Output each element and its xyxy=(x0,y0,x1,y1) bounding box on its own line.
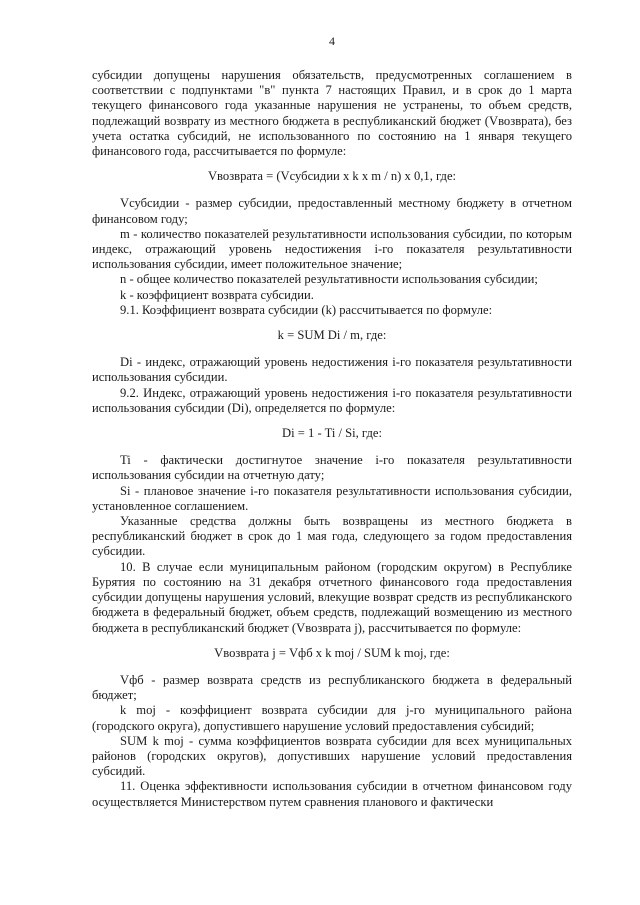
paragraph: Vфб - размер возврата средств из республиканского бюджета в федеральный бюджет; xyxy=(92,672,572,703)
paragraph: m - количество показателей результативности использования субсидии, по которым индекс, отражающий уровень недостижения i-го показателя результативности использования субсидии, имеет положительное значение; xyxy=(92,226,572,272)
formula: k = SUM Di / m, где: xyxy=(277,328,387,343)
formula: Vвозврата = (Vсубсидии x k x m / n) x 0,1, где: xyxy=(207,169,457,184)
paragraph: Si - плановое значение i-го показателя результативности использования субсидии, установленное соглашением. xyxy=(92,483,572,513)
paragraph: k moj - коэффициент возврата субсидии для j-го муниципального района (городского округа), допустившего нарушение условий предоставления субсидий; xyxy=(92,703,572,733)
paragraph: субсидии допущены нарушения обязательств, предусмотренных соглашением в соответствии с подпунктами "в" пункта 7 настоящих Правил, и в срок до 1 марта текущего финансового года указанные нарушения не устранены, то объем средств, подлежащий возврату из местного бюджета в республиканский бюджет (Vвозврата), без учета остатка субсидий, не использованного по состоянию на 1 января текущего финансового года, рассчитывается по формуле: xyxy=(92,68,572,159)
page-number: 4 xyxy=(329,34,335,48)
paragraph: k - коэффициент возврата субсидии. xyxy=(120,287,314,302)
paragraph: SUM k moj - сумма коэффициентов возврата субсидии для всех муниципальных районов (городских округов), допустивших нарушение условий предоставления субсидий. xyxy=(92,733,572,779)
formula: Vвозврата j = Vфб x k moj / SUM k moj, где: xyxy=(214,645,450,660)
paragraph: 9.1. Коэффициент возврата субсидии (k) рассчитывается по формуле: xyxy=(120,302,493,317)
paragraph: 11. Оценка эффективности использования субсидии в отчетном финансовом году осуществляется Министерством путем сравнения планового и фактически xyxy=(92,779,572,809)
paragraph: Di - индекс, отражающий уровень недостижения i-го показателя результативности использования субсидии. xyxy=(92,355,572,385)
paragraph: Vсубсидии - размер субсидии, предоставленный местному бюджету в отчетном финансовом году; xyxy=(92,196,572,226)
paragraph: Ti - фактически достигнутое значение i-го показателя результативности использования субсидии на отчетную дату; xyxy=(92,453,572,483)
paragraph: n - общее количество показателей результативности использования субсидии; xyxy=(120,272,538,287)
paragraph: Указанные средства должны быть возвращены из местного бюджета в республиканский бюджет в срок до 1 мая года, следующего за годом предоставления субсидии. xyxy=(92,514,572,559)
paragraph: 10. В случае если муниципальным районом (городским округом) в Республике Бурятия по состоянию на 31 декабря отчетного финансового года предоставления субсидии допущены нарушения условий, влекущие возврат средств из республиканского бюджета в федеральный бюджет, объем средств, подлежащий возмещению из местного бюджета в республиканский бюджет (Vвозврата j), рассчитывается по формуле: xyxy=(92,559,572,635)
formula: Di = 1 - Ti / Si, где: xyxy=(282,426,382,441)
paragraph: 9.2. Индекс, отражающий уровень недостижения i-го показателя результативности использования субсидии (Di), определяется по формуле: xyxy=(92,385,572,415)
document-body xyxy=(92,68,572,810)
